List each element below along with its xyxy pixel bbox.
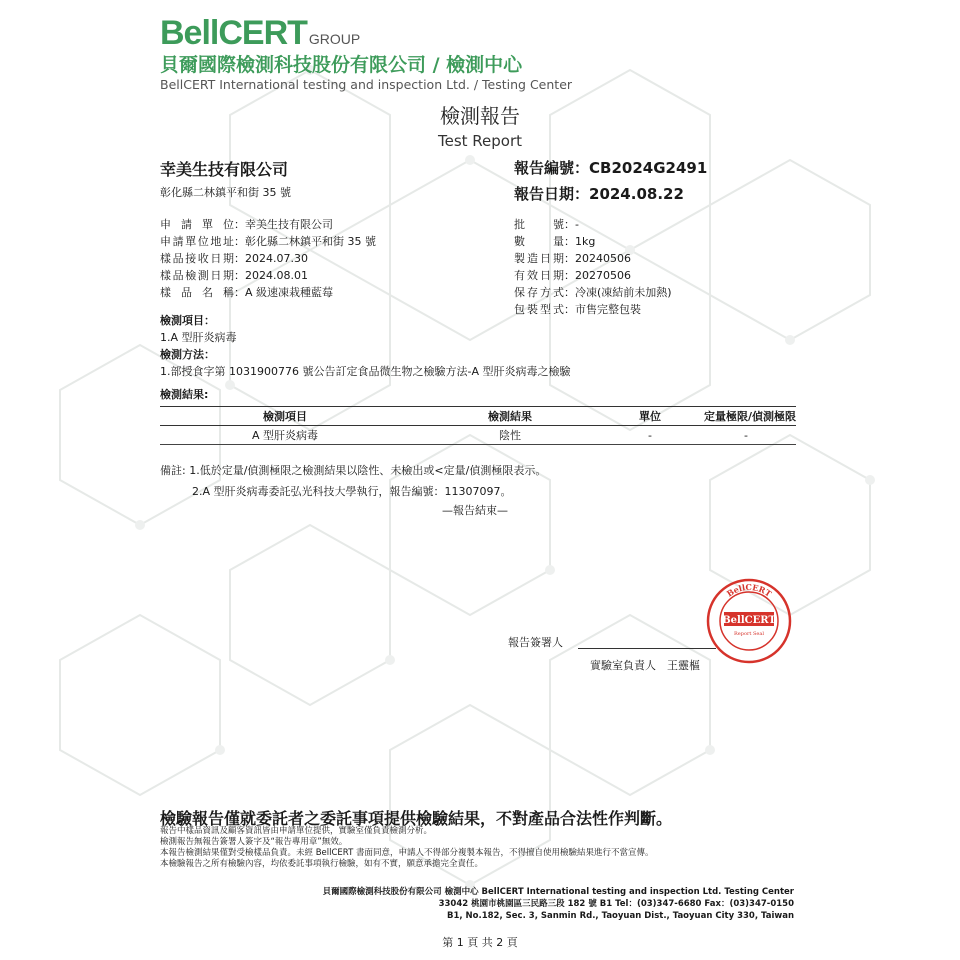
test-items-label: 檢測項目：	[160, 314, 215, 327]
info-row	[514, 267, 672, 284]
fine-print	[160, 826, 653, 870]
info-value: ：1kg	[564, 235, 596, 248]
info-key: 數量	[514, 235, 564, 248]
info-key: 樣品名稱	[160, 286, 234, 299]
fine-print-line: 本檢驗報告之所有檢驗內容，均依委託事項執行檢驗，如有不實，願意承擔完全責任。	[160, 859, 484, 869]
info-value: ：彰化縣二林鎮平和街 35 號	[234, 235, 376, 248]
info-key: 有效日期	[514, 269, 564, 282]
info-key: 樣品接收日期	[160, 252, 234, 265]
info-value: ：冷凍(凍結前未加熱)	[564, 286, 672, 299]
info-value: ：20270506	[564, 269, 631, 282]
info-key: 包裝型式	[514, 303, 564, 316]
fine-print-line: 報告中樣品資訊及顧客資訊皆由申請單位提供，實驗室僅負責檢測分析。	[160, 826, 433, 836]
company-name-chinese: 貝爾國際檢測科技股份有限公司 / 檢測中心	[160, 54, 523, 76]
note-item: 2.A 型肝炎病毒委託弘光科技大學執行，報告編號：11307097。	[192, 485, 512, 498]
logo-text: BellCERT	[160, 14, 307, 52]
fine-print-line: 檢測報告無報告簽署人簽字及“報告專用章”無效。	[160, 837, 348, 847]
seal-arc-text: BellCERT	[724, 581, 774, 599]
info-row	[160, 216, 376, 233]
info-row	[160, 233, 376, 250]
footer-line: 33042 桃園市桃園區三民路三段 182 號 B1 Tel：(03)347-6680 Fax：(03)347-0150	[438, 899, 794, 909]
info-key: 保存方式	[514, 286, 564, 299]
info-value: ：A 級速凍栽種藍莓	[234, 286, 334, 299]
report-seal-stamp	[706, 578, 792, 664]
info-row	[514, 250, 672, 267]
sample-info	[514, 216, 672, 318]
info-row	[160, 250, 376, 267]
page-number: 第 1 頁 共 2 頁	[442, 936, 518, 949]
note-item: 1.低於定量/偵測極限之檢測結果以陰性、未檢出或<定量/偵測極限表示。	[189, 464, 547, 477]
client-address: 彰化縣二林鎮平和街 35 號	[160, 186, 291, 199]
signatory-label: 報告簽署人	[508, 636, 563, 649]
info-value: ：20240506	[564, 252, 631, 265]
info-key: 製造日期	[514, 252, 564, 265]
info-row	[160, 284, 376, 301]
info-value: ：2024.08.01	[234, 269, 308, 282]
info-row	[160, 267, 376, 284]
column-header: 定量極限/偵測極限	[690, 407, 796, 426]
brand-logo	[160, 14, 360, 53]
logo-group-text: GROUP	[308, 31, 361, 47]
table-cell: A 型肝炎病毒	[160, 426, 410, 445]
client-name: 幸美生技有限公司	[160, 160, 289, 179]
results-label: 檢測結果:	[160, 388, 209, 401]
note-line	[160, 460, 546, 481]
notes	[160, 460, 546, 502]
footer-address	[300, 886, 794, 922]
info-value: ：2024.07.30	[234, 252, 308, 265]
table-cell: 陰性	[410, 426, 610, 445]
info-key: 樣品檢測日期	[160, 269, 234, 282]
table-row	[160, 426, 796, 445]
info-row	[514, 216, 672, 233]
table-cell: -	[690, 426, 796, 445]
info-row	[514, 233, 672, 250]
lab-supervisor: 實驗室負責人 王靈樞	[590, 659, 700, 672]
info-value: ：市售完整包裝	[564, 303, 641, 316]
table-header-row	[160, 407, 796, 426]
info-value: ：幸美生技有限公司	[234, 218, 333, 231]
disclaimer: 檢驗報告僅就委託者之委託事項提供檢驗結果，不對產品合法性作判斷。	[160, 809, 673, 828]
table-cell: -	[610, 426, 690, 445]
test-items-value: 1.A 型肝炎病毒	[160, 331, 237, 344]
info-key: 批號	[514, 218, 564, 231]
test-method-value: 1.部授食字第 1031900776 號公告訂定食品微生物之檢驗方法-A 型肝炎病毒之檢驗	[160, 365, 571, 378]
signature-line	[578, 648, 716, 649]
test-items-section	[160, 312, 570, 380]
info-key: 申請單位	[160, 218, 234, 231]
report-number: 報告編號：CB2024G2491	[514, 159, 708, 177]
column-header: 檢測項目	[160, 407, 410, 426]
notes-prefix: 備註:	[160, 464, 186, 477]
seal-center-text: BellCERT	[722, 615, 776, 626]
info-row	[514, 284, 672, 301]
info-key: 申請單位地址	[160, 235, 234, 248]
report-date: 報告日期：2024.08.22	[514, 185, 684, 203]
applicant-info	[160, 216, 376, 301]
footer-line: B1, No.182, Sec. 3, Sanmin Rd., Taoyuan Dist., Taoyuan City 330, Taiwan	[446, 911, 794, 921]
fine-print-line: 本報告檢測結果僅對受檢樣品負責。未經 BellCERT 書面同意，申請人不得部分複製本報告，不得擅自使用檢驗結果進行不當宣傳。	[160, 848, 654, 858]
end-of-report-marker: —報告結束—	[442, 504, 508, 517]
column-header: 單位	[610, 407, 690, 426]
test-method-label: 檢測方法：	[160, 348, 215, 361]
company-name-english: BellCERT International testing and inspection Ltd. / Testing Center	[160, 77, 573, 92]
column-header: 檢測結果	[410, 407, 610, 426]
seal-sub-text: Report Seal	[734, 631, 764, 637]
report-title-chinese: 檢測報告	[440, 104, 520, 128]
info-value: ：-	[564, 218, 579, 231]
footer-line: 貝爾國際檢測科技股份有限公司 檢測中心 BellCERT International testing and inspection Ltd. Testing Center	[322, 887, 794, 897]
report-title-english: Test Report	[437, 132, 523, 150]
results-table	[160, 406, 796, 445]
